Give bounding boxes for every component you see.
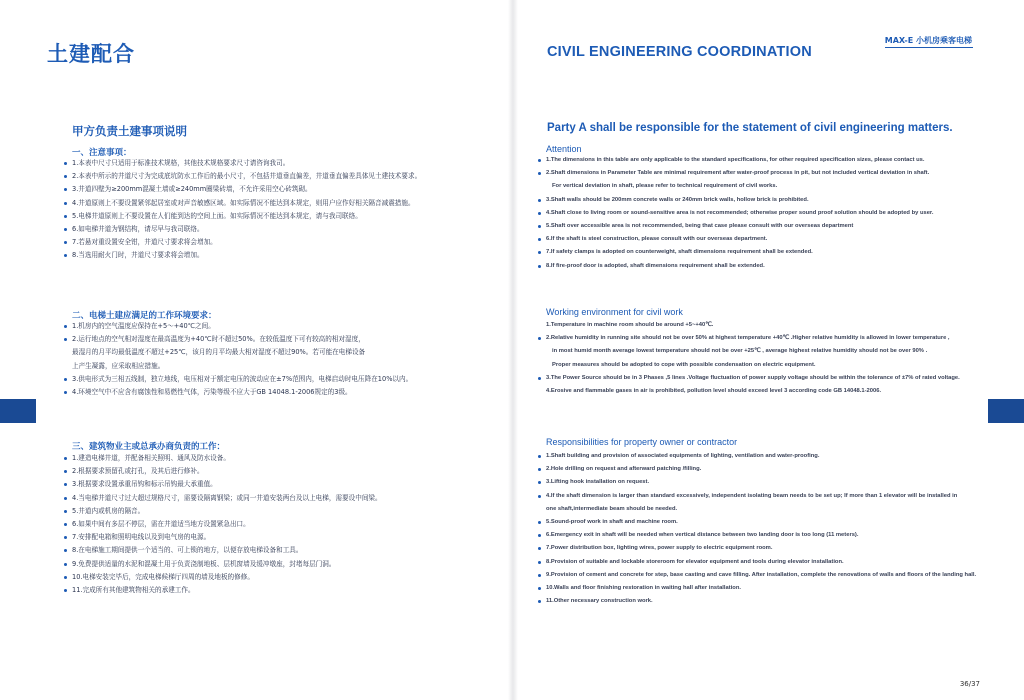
- section-heading-attention-en: Attention: [546, 144, 582, 154]
- list-item: 1.Temperature in machine room should be around +5~+40℃.: [546, 322, 714, 328]
- list-item: 6.If the shaft is steel construction, please consult with our overseas department.: [546, 233, 933, 246]
- list-item: 2.Shaft dimensions in Parameter Table are minimal requirement after water-proof process in pit, but not included vertical deviation in shaft.: [546, 167, 933, 180]
- right-edge-tab: [988, 399, 1024, 423]
- list-item: 2.运行地点的空气相对湿度在最高温度为+40℃时不超过50%。在较低温度下可有较高的相对湿度，: [72, 333, 412, 346]
- list-item: 7.Power distribution box, lighting wires, power supply to electric equipment room.: [546, 542, 976, 555]
- list-item: 8.在电梯施工期间提供一个适当的、可上锁的地方，以便存放电梯设备和工具。: [72, 544, 382, 557]
- list-item: 8.Provision of suitable and lockable storeroom for elevator equipment and tools during elevator installation.: [546, 556, 976, 569]
- list-item-continuation: 最湿月的月平均最低温度不超过+25℃，该月的月平均最大相对湿度不超过90%。若可能在电梯设备: [72, 348, 366, 357]
- product-underline: [885, 47, 973, 48]
- list-item: 1.建造电梯井道，并配备相关照明、通风及防水设备。: [72, 452, 382, 465]
- attention-list-cn: [72, 157, 421, 263]
- list-item: 5.井道内或机房的隔音。: [72, 505, 382, 518]
- list-item-continuation: in most humid month average lowest temperature should not be over +25℃ , average highest relative humidity should not be over 90% .: [552, 348, 928, 355]
- list-item: 5.Sound-proof work in shaft and machine room.: [546, 516, 976, 529]
- list-item-continuation: 上产生凝露，应采取相应措施。: [72, 361, 165, 370]
- list-item: 1.机房内的空气温度应保持在+5～+40℃之间。: [72, 320, 412, 333]
- page-spine: [508, 0, 518, 700]
- list-item: 2.Relative humidity in running site should not be over 50% at highest temperature +40℃ .Higher relative humidity is allowed in lower temperature ,: [546, 332, 960, 345]
- list-item: 1.本表中尺寸只适用于标准技术规格，其他技术规格要求尺寸请咨询我司。: [72, 157, 421, 170]
- list-item: 11.Other necessary construction work.: [546, 595, 976, 608]
- section-heading-responsibilities-en: Responsibilities for property owner or contractor: [546, 437, 738, 447]
- list-item: 1.The dimensions in this table are only applicable to the standard specifications, for other required specification sizes, please contact us.: [546, 154, 933, 167]
- section-heading-environment-cn: 二、电梯土建应满足的工作环境要求：: [72, 311, 217, 321]
- left-edge-tab: [0, 399, 36, 423]
- list-item: 11.完成所有其他建筑物相关的承建工作。: [72, 584, 382, 597]
- list-item: 2.本表中所示的井道尺寸为完成底坑防水工作后的最小尺寸，不包括井道垂直偏差，井道垂直偏差具体见土建技术要求。: [72, 170, 421, 183]
- list-item: 2.根据要求预留孔或打孔，及其后进行修补。: [72, 465, 382, 478]
- product-label: MAX-E 小机房乘客电梯: [884, 36, 972, 45]
- list-item: 10.电梯安装完毕后，完成电梯候梯厅四周的墙及地板的修修。: [72, 571, 382, 584]
- list-item: 3.根据要求设置承重吊钩和标示吊钩最大承重值。: [72, 478, 382, 491]
- list-item: 1.Shaft building and provision of associated equipments of lighting, ventilation and water-proofing.: [546, 450, 976, 463]
- list-item: 6.Emergency exit in shaft will be needed when vertical distance between two landing door is too long (11 meters).: [546, 529, 976, 542]
- list-item: 2.Hole drilling on request and afterward patching /filling.: [546, 463, 976, 476]
- list-item: 3.The Power Source should be in 3 Phases ,5 lines .Voltage fluctuation of power supply voltage should be within the tolerance of ±7% of rated voltage.: [546, 372, 960, 385]
- list-item-continuation: For vertical deviation in shaft, please refer to technical requirement of civil works.: [552, 183, 778, 190]
- list-item: 8.当选用耐火门时，井道尺寸要求将会增加。: [72, 249, 421, 262]
- list-item: 3.Lifting hook installation on request.: [546, 476, 976, 489]
- section-heading-environment-en: Working environment for civil work: [546, 307, 683, 317]
- main-heading-en: Party A shall be responsible for the statement of civil engineering matters.: [547, 122, 953, 134]
- list-item: 4.当电梯井道尺寸过大超过规格尺寸，需要设隔离钢梁；或同一井道安装两台及以上电梯，需要设中间梁。: [72, 492, 382, 505]
- list-item: 7.若悬对重设置安全钳，井道尺寸要求将会增加。: [72, 236, 421, 249]
- list-item: 4.Shaft close to living room or sound-sensitive area is not recommended; otherwise proper sound proof solution should be adopted by user.: [546, 207, 933, 220]
- page-title-en: CIVIL ENGINEERING COORDINATION: [547, 44, 812, 60]
- attention-list-en: [546, 154, 933, 273]
- list-item: 3.供电形式为三相五线制，独立地线，电压相对于额定电压的波动应在±7%范围内，电梯启动时电压降在10%以内。: [72, 373, 412, 386]
- list-item: 7.安排配电箱和照明电线以及到电气房的电源。: [72, 531, 382, 544]
- section-heading-responsibilities-cn: 三、建筑物业主或总承办商负责的工作：: [72, 442, 226, 452]
- page-title-cn: 土建配合: [47, 42, 135, 66]
- list-item: 4.环境空气中不应含有腐蚀性和易燃性气体，污染等级不应大于GB 14048.1-2006规定的3级。: [72, 386, 412, 399]
- page-number: 36/37: [959, 680, 980, 688]
- list-item: 4.Erosive and flammable gases in air is prohibited, pollution level should exceed level 3 according code GB 14048.1-2006.: [546, 388, 882, 395]
- list-item-continuation: Proper measures should be adopted to cope with possible condensation on electric equipment.: [552, 361, 816, 368]
- list-item: 4.井道原则上不要设置紧邻起居室或对声音敏感区域。如实际情况不能达到本规定，则用户应作好相关隔音减震措施。: [72, 197, 421, 210]
- list-item: 7.If safety clamps is adopted on counterweight, shaft dimensions requirement shall be extended.: [546, 246, 933, 259]
- list-item: 9.免费提供适量的水泥和混凝土用于负责浇制地板、层机窗墙及缓冲墩座，封堵每层门洞。: [72, 558, 382, 571]
- list-item-continuation: one shaft,intermediate beam should be needed.: [546, 505, 678, 512]
- responsibilities-list-en: [546, 450, 976, 608]
- list-item: 4.If the shaft dimension is larger than standard excessively, independent isolating beam needs to be set up; If more than 1 elevator will be installed in: [546, 490, 976, 503]
- responsibilities-list-cn: [72, 452, 382, 597]
- list-item: 6.如果中间有多层不停层，需在井道适当地方设置紧急出口。: [72, 518, 382, 531]
- main-heading-cn: 甲方负责土建事项说明: [72, 124, 187, 138]
- environment-list-en: [546, 319, 960, 398]
- list-item: 5.Shaft over accessible area is not recommended, being that case please consult with our overseas department: [546, 220, 933, 233]
- list-item: 6.如电梯井道为钢结构，请尽早与我司联络。: [72, 223, 421, 236]
- list-item: 5.电梯井道原则上不要设置在人们能到达的空间上面。如实际情况不能达到本规定，请与我司联络。: [72, 210, 421, 223]
- list-item: 3.Shaft walls should be 200mm concrete walls or 240mm brick walls, hollow brick is prohibited.: [546, 194, 933, 207]
- list-item: 9.Provision of cement and concrete for step, base casting and cave filling. After installation, complete the renovations of walls and floors of the landing hall.: [546, 569, 976, 582]
- environment-list-cn: [72, 320, 412, 399]
- list-item: 10.Walls and floor finishing restoration in waiting hall after installation.: [546, 582, 976, 595]
- list-item: 8.If fire-proof door is adopted, shaft dimensions requirement shall be extended.: [546, 260, 933, 273]
- list-item: 3.井道四壁为≥200mm混凝土墙或≥240mm圈梁砖墙，不允许采用空心砖筑砌。: [72, 183, 421, 196]
- section-heading-attention-cn: 一、注意事项：: [72, 148, 132, 158]
